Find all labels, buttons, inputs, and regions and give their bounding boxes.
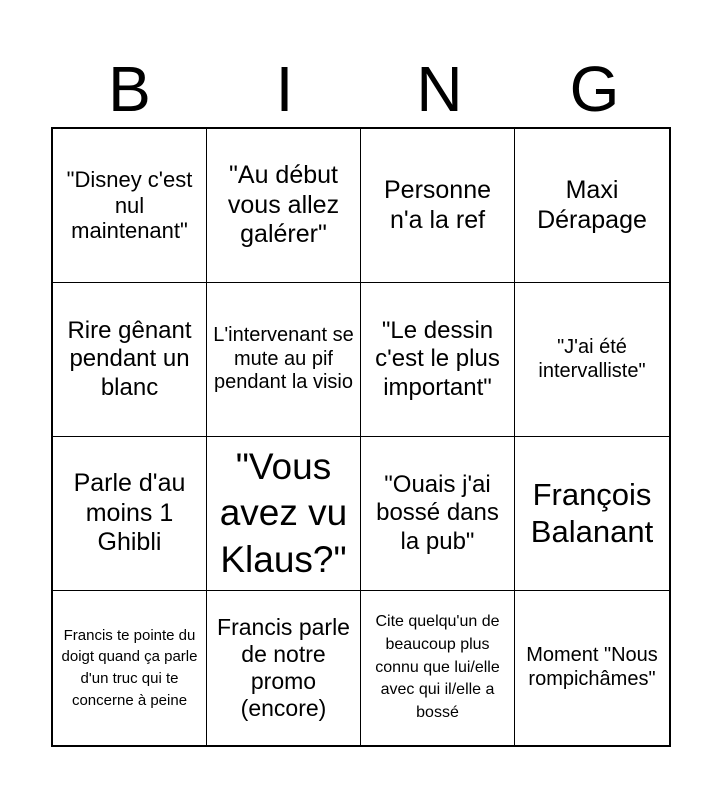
bingo-cell[interactable]: Cite quelqu'un de beaucoup plus connu que lui/elle avec qui il/elle a bossé bbox=[361, 591, 515, 745]
title-letter-n: N bbox=[416, 53, 463, 125]
bingo-cell[interactable]: Parle d'au moins 1 Ghibli bbox=[53, 437, 207, 591]
bingo-cell[interactable]: "Au début vous allez galérer" bbox=[207, 129, 361, 283]
title-letter-b: B bbox=[108, 53, 151, 125]
bingo-cell[interactable]: Rire gênant pendant un blanc bbox=[53, 283, 207, 437]
bingo-cell[interactable]: "J'ai été intervalliste" bbox=[515, 283, 669, 437]
title-letter-i: I bbox=[275, 53, 294, 125]
bingo-cell[interactable]: François Balanant bbox=[515, 437, 669, 591]
bingo-cell[interactable]: "Ouais j'ai bossé dans la pub" bbox=[361, 437, 515, 591]
bingo-cell[interactable]: "Vous avez vu Klaus?" bbox=[207, 437, 361, 591]
bingo-title bbox=[52, 52, 672, 127]
bingo-cell[interactable]: "Le dessin c'est le plus important" bbox=[361, 283, 515, 437]
bingo-cell[interactable]: L'intervenant se mute au pif pendant la visio bbox=[207, 283, 361, 437]
bingo-cell[interactable]: Maxi Dérapage bbox=[515, 129, 669, 283]
bingo-cell[interactable]: Francis parle de notre promo (encore) bbox=[207, 591, 361, 745]
bingo-cell[interactable]: Personne n'a la ref bbox=[361, 129, 515, 283]
bingo-cell[interactable]: "Disney c'est nul maintenant" bbox=[53, 129, 207, 283]
bingo-cell[interactable]: Moment "Nous rompichâmes" bbox=[526, 644, 658, 690]
bingo-cell[interactable]: Francis te pointe du doigt quand ça parle d'un truc qui te concerne à peine bbox=[53, 591, 207, 745]
bingo-board bbox=[51, 127, 671, 747]
title-letter-g: G bbox=[569, 53, 620, 125]
